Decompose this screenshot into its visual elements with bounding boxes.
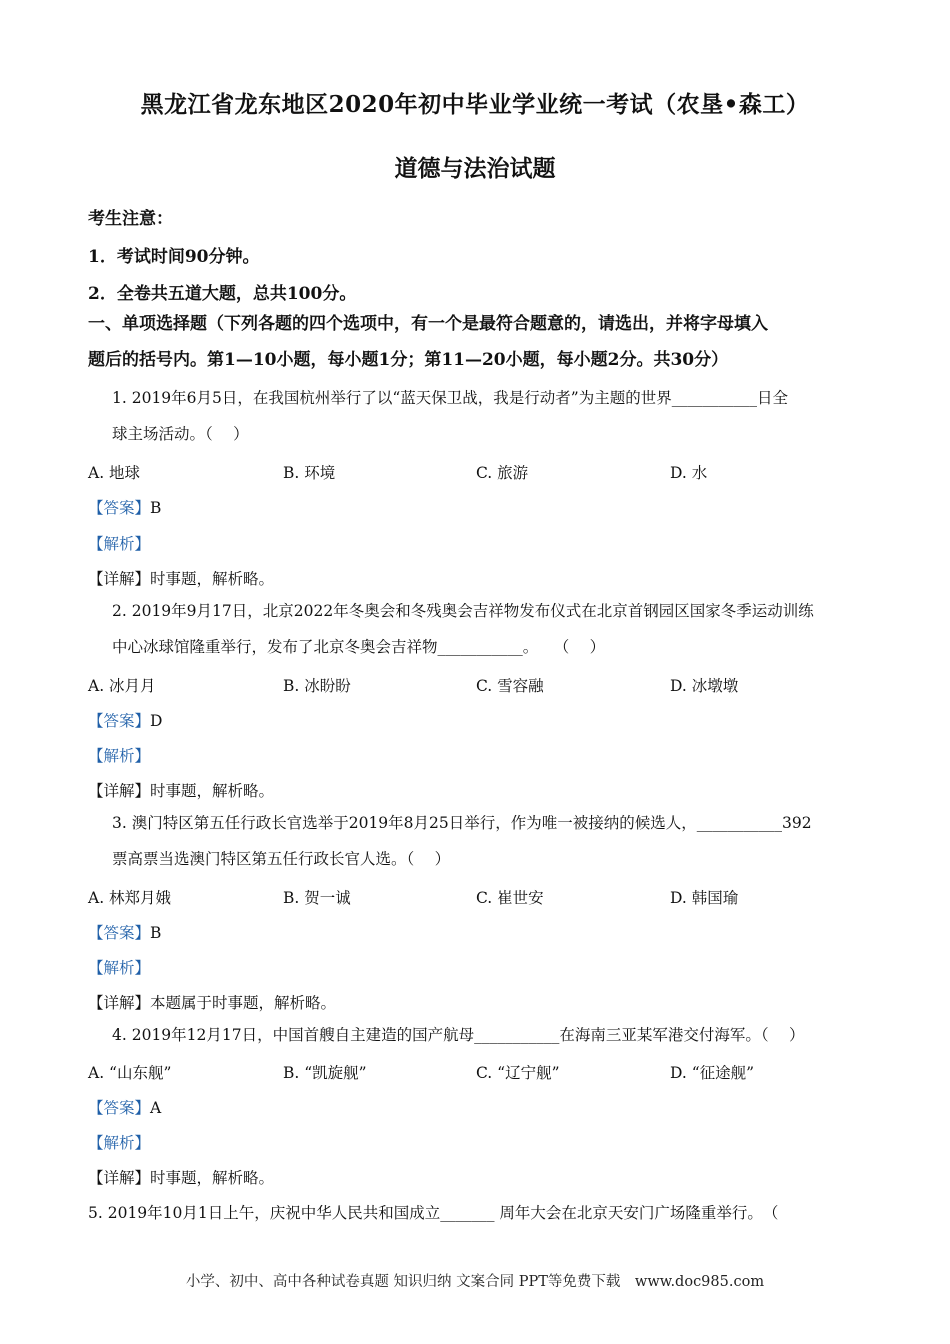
- option-d: D. 冰墩墩: [670, 677, 739, 695]
- analysis-line: [88, 956, 150, 978]
- question-4-options: [88, 1061, 868, 1085]
- question-2-options: [88, 674, 868, 698]
- notice-item-2: 2．全卷共五道大题，总共100分。: [88, 284, 357, 304]
- detail-text: 时事题，解析略。: [150, 782, 275, 800]
- option-a: A. “山东舰”: [88, 1064, 172, 1082]
- detail-text: 时事题，解析略。: [150, 1169, 275, 1187]
- question-3: [112, 805, 872, 877]
- analysis-label: 【解析】: [88, 747, 151, 765]
- detail-line: [88, 779, 274, 801]
- detail-text: 本题属于时事题，解析略。: [150, 994, 337, 1012]
- section-1-line-1: 一、单项选择题（下列各题的四个选项中，有一个是最符合题意的，请选出，并将字母填入: [88, 314, 768, 334]
- question-3-options: [88, 886, 868, 910]
- option-a: A. 林郑月娥: [88, 889, 172, 907]
- question-2-line-2: 中心冰球馆隆重举行，发布了北京冬奥会吉祥物___________。 （ ）: [112, 638, 606, 656]
- question-1-line-1: 1. 2019年6月5日，在我国杭州举行了以“蓝天保卫战，我是行动者”为主题的世界___________日全: [112, 389, 788, 407]
- exam-subtitle: 道德与法治试题: [394, 155, 556, 182]
- option-b: B. 冰盼盼: [283, 677, 351, 695]
- detail-label: 【详解】: [88, 782, 151, 800]
- notice-heading: 考生注意：: [88, 209, 173, 229]
- answer-value: B: [150, 924, 162, 942]
- analysis-label: 【解析】: [88, 959, 151, 977]
- question-1-line-2: 球主场活动。（ ）: [112, 425, 249, 443]
- answer-label: 【答案】: [88, 1099, 151, 1117]
- answer-value: B: [150, 499, 162, 517]
- answer-value: A: [150, 1099, 162, 1117]
- section-1-line-2: 题后的括号内。第1—10小题，每小题1分；第11—20小题，每小题2分。共30分）: [88, 350, 729, 370]
- answer-label: 【答案】: [88, 499, 151, 517]
- detail-line: [88, 991, 336, 1013]
- option-a: A. 冰月月: [88, 677, 156, 695]
- analysis-line: [88, 1131, 150, 1153]
- question-1-options: [88, 461, 868, 485]
- question-1: [112, 380, 872, 452]
- option-b: B. “凯旋舰”: [283, 1064, 367, 1082]
- notice-item-1: 1．考试时间90分钟。: [88, 247, 260, 267]
- detail-line: [88, 1166, 274, 1188]
- answer-line: [88, 496, 161, 518]
- analysis-label: 【解析】: [88, 1134, 151, 1152]
- answer-line: [88, 921, 161, 943]
- option-c: C. 崔世安: [476, 889, 544, 907]
- question-3-line-1: 3. 澳门特区第五任行政长官选举于2019年8月25日举行，作为唯一被接纳的候选人，___________392: [112, 814, 812, 832]
- option-c: C. 雪容融: [476, 677, 544, 695]
- question-3-line-2: 票高票当选澳门特区第五任行政长官人选。（ ）: [112, 850, 451, 868]
- exam-title: 黑龙江省龙东地区2020年初中毕业学业统一考试（农垦•森工）: [140, 91, 810, 118]
- answer-line: [88, 1096, 161, 1118]
- question-5-line-1: 5. 2019年10月1日上午，庆祝中华人民共和国成立_______ 周年大会在北京天安门广场隆重举行。 （: [88, 1204, 779, 1222]
- detail-label: 【详解】: [88, 994, 151, 1012]
- answer-label: 【答案】: [88, 712, 151, 730]
- detail-line: [88, 567, 274, 589]
- analysis-line: [88, 744, 150, 766]
- question-4-line-1: 4. 2019年12月17日，中国首艘自主建造的国产航母___________在海南三亚某军港交付海军。（ ）: [112, 1026, 805, 1044]
- option-c: C. “辽宁舰”: [476, 1064, 560, 1082]
- answer-line: [88, 709, 162, 731]
- option-b: B. 贺一诚: [283, 889, 351, 907]
- option-c: C. 旅游: [476, 464, 529, 482]
- analysis-line: [88, 532, 150, 554]
- detail-label: 【详解】: [88, 1169, 151, 1187]
- question-4: [112, 1017, 872, 1053]
- page-footer[interactable]: 小学、初中、高中各种试卷真题 知识归纳 文案合同 PPT等免费下载 www.doc985.com: [185, 1274, 765, 1290]
- option-d: D. 水: [670, 464, 708, 482]
- question-2-line-1: 2. 2019年9月17日，北京2022年冬奥会和冬残奥会吉祥物发布仪式在北京首钢园区国家冬季运动训练: [112, 602, 814, 620]
- detail-text: 时事题，解析略。: [150, 570, 275, 588]
- option-d: D. 韩国瑜: [670, 889, 739, 907]
- option-b: B. 环境: [283, 464, 336, 482]
- analysis-label: 【解析】: [88, 535, 151, 553]
- question-2: [112, 593, 872, 665]
- answer-value: D: [150, 712, 163, 730]
- option-a: A. 地球: [88, 464, 141, 482]
- option-d: D. “征途舰”: [670, 1064, 755, 1082]
- section-1-instructions: [88, 306, 868, 378]
- detail-label: 【详解】: [88, 570, 151, 588]
- answer-label: 【答案】: [88, 924, 151, 942]
